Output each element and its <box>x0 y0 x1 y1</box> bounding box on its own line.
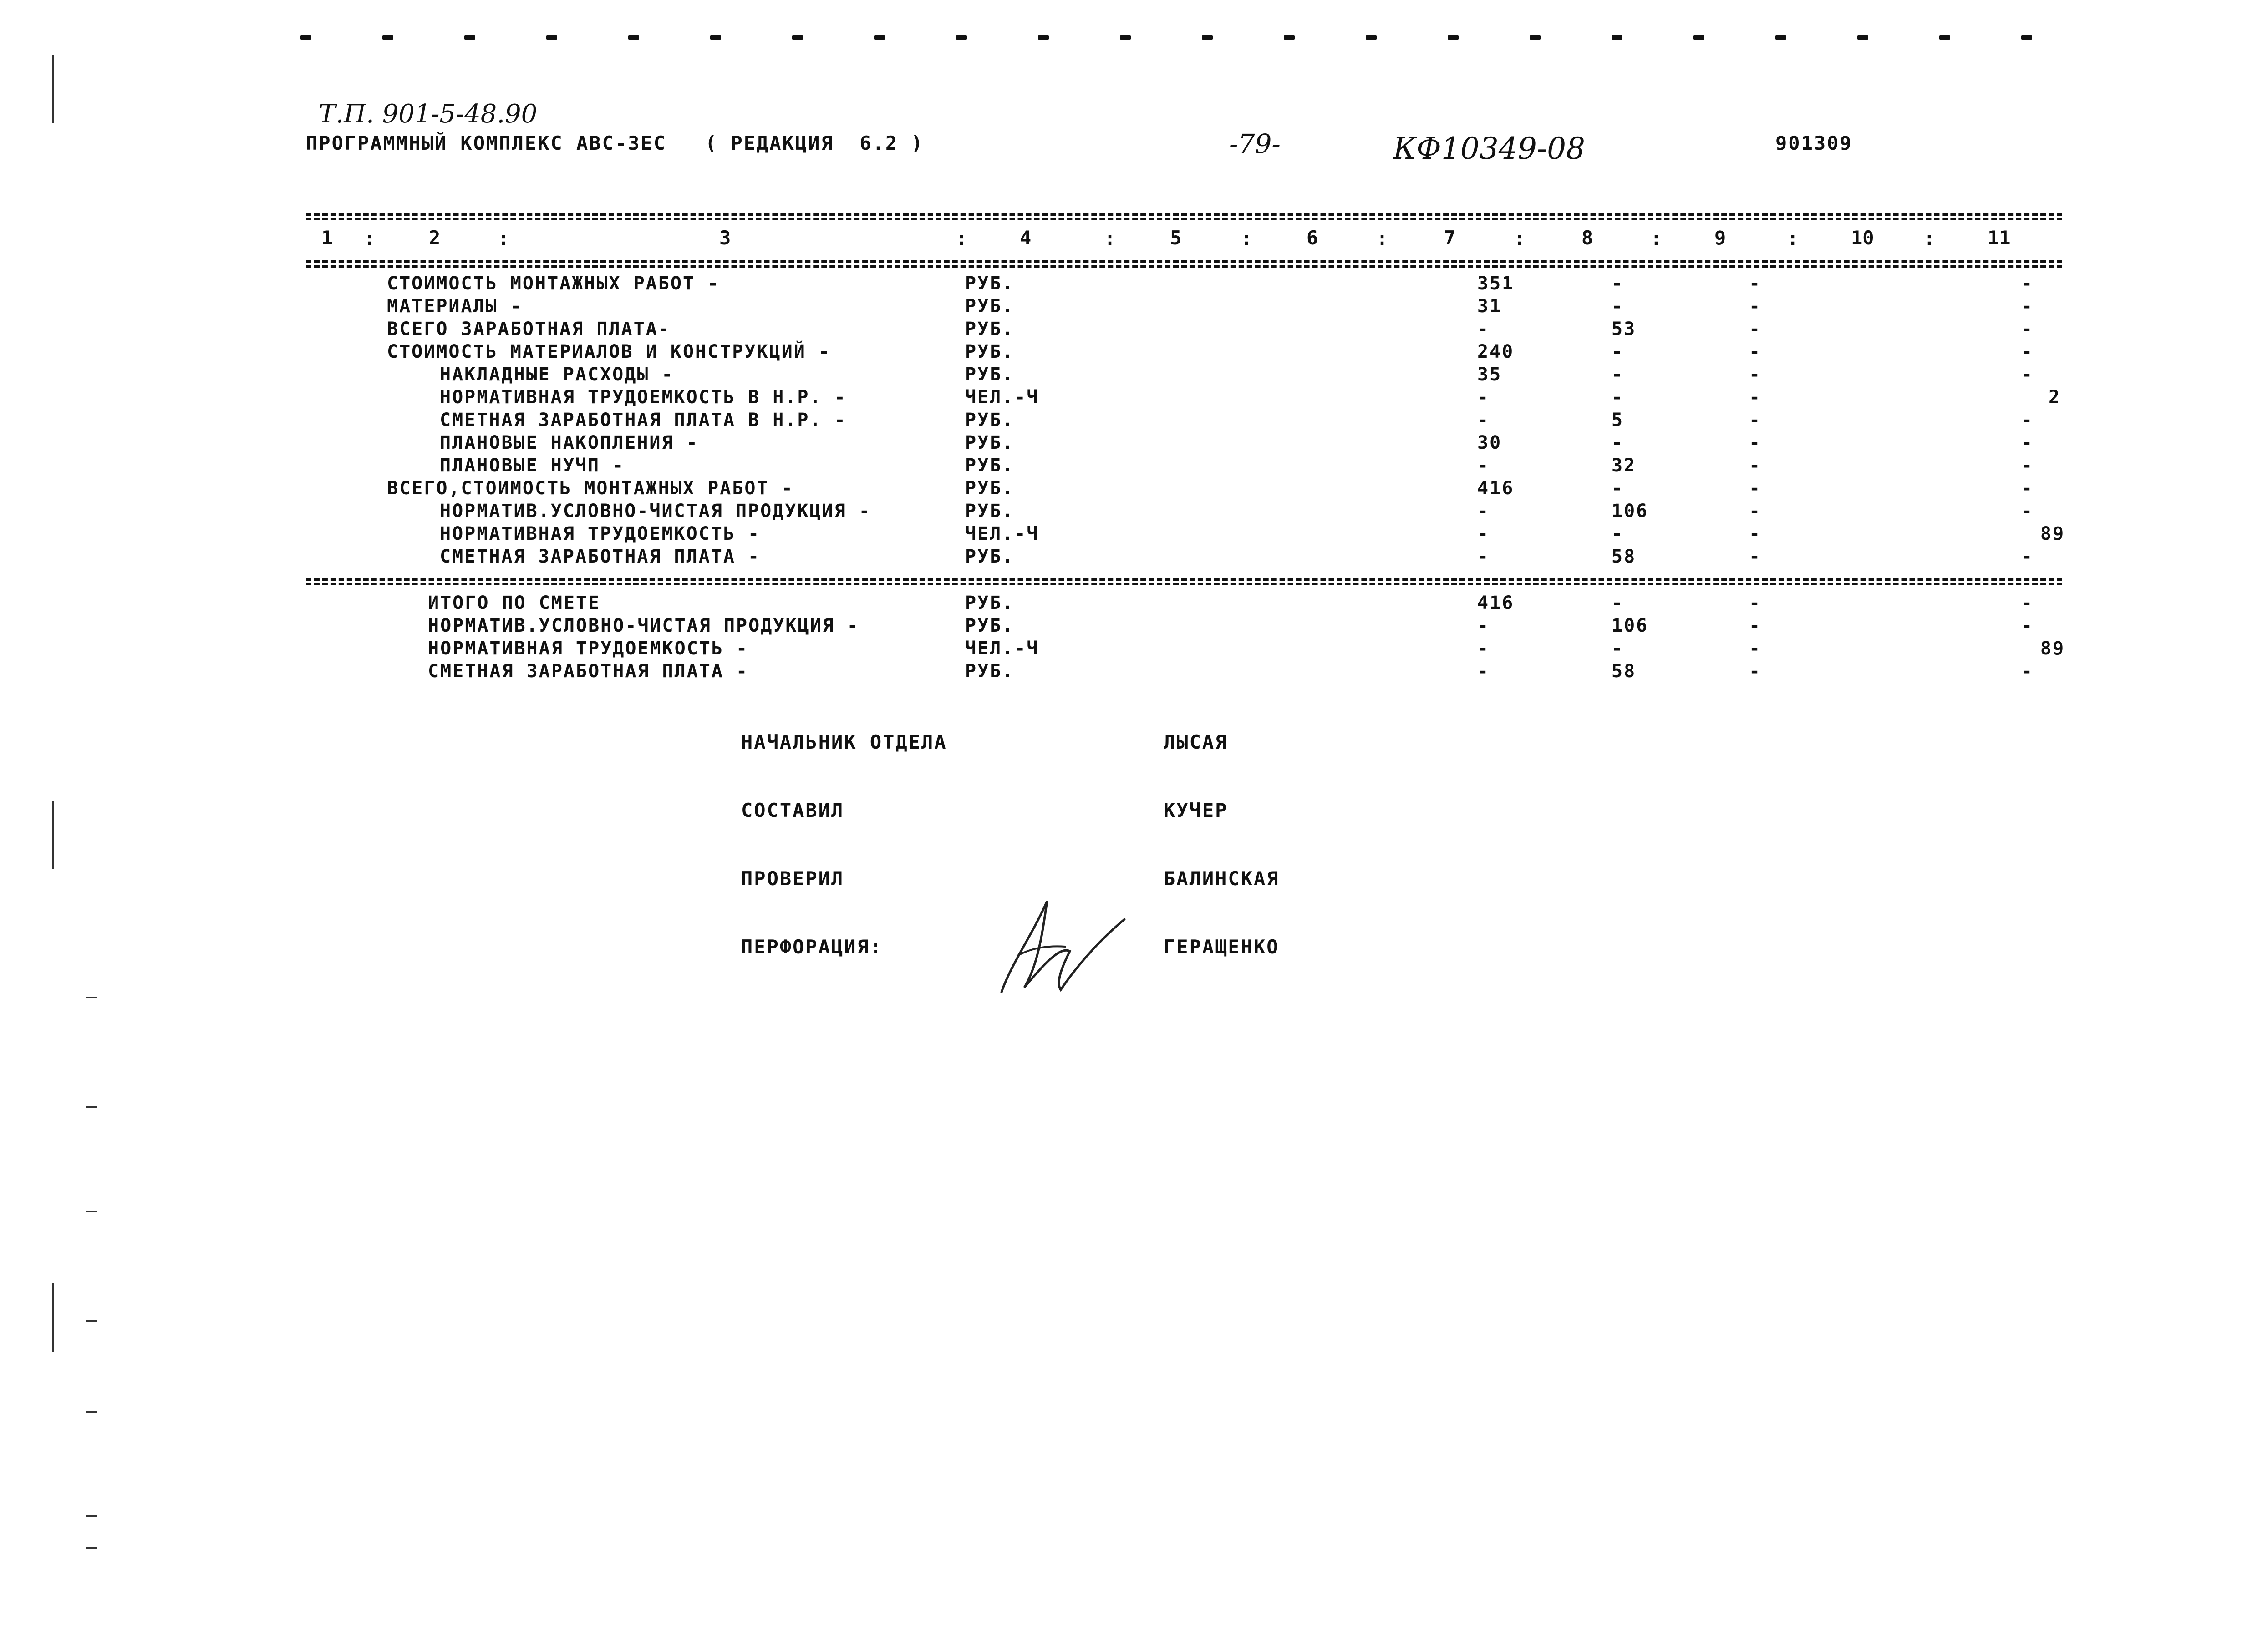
cell-col11: - <box>2021 410 2034 431</box>
perforation-dash <box>464 35 475 40</box>
table-row <box>0 273 2268 296</box>
cell-col9: - <box>1749 455 1762 476</box>
cell-col8: 106 <box>1612 615 1649 636</box>
row-label: ПЛАНОВЫЕ НУЧП - <box>440 455 625 476</box>
cell-col9: - <box>1749 341 1762 362</box>
cell-col8: - <box>1612 593 1624 613</box>
margin-tick <box>86 1547 97 1549</box>
handwritten-signature <box>992 892 1129 1001</box>
margin-tick <box>86 1106 97 1108</box>
table-top-rule <box>306 213 2062 216</box>
row-unit: РУБ. <box>965 501 1015 522</box>
perforation-dash <box>874 35 885 40</box>
row-unit: РУБ. <box>965 410 1015 431</box>
cell-col11: - <box>2021 501 2034 522</box>
row-unit: РУБ. <box>965 432 1015 453</box>
table-row <box>0 593 2268 615</box>
cell-col7: - <box>1477 319 1490 340</box>
cell-col8: - <box>1612 478 1624 499</box>
totals-separator-rule <box>306 578 2062 581</box>
cell-col11: 89 <box>2040 523 2065 544</box>
perforation-dash <box>1038 35 1049 40</box>
table-row <box>0 455 2268 478</box>
table-row <box>0 410 2268 432</box>
perforation-dash <box>1612 35 1622 40</box>
cell-col9: - <box>1749 478 1762 499</box>
signature-role: ПЕРФОРАЦИЯ: <box>741 936 883 958</box>
row-unit: РУБ. <box>965 661 1015 682</box>
cell-col11: - <box>2021 364 2034 385</box>
document-number: 901309 <box>1775 132 1853 154</box>
col-3: 3 <box>719 227 731 249</box>
perforation-dash <box>956 35 967 40</box>
margin-tick <box>86 1320 97 1322</box>
row-label: МАТЕРИАЛЫ - <box>387 296 523 317</box>
col-9: 9 <box>1714 227 1726 249</box>
cell-col8: 5 <box>1612 410 1624 431</box>
cell-col9: - <box>1749 593 1762 613</box>
program-title: ПРОГРАММНЫЙ КОМПЛЕКС АВС-ЗЕС ( РЕДАКЦИЯ 6.2 ) <box>306 132 924 154</box>
col-separator: : <box>1377 228 1388 249</box>
cell-col7: 416 <box>1477 478 1515 499</box>
col-5: 5 <box>1170 227 1182 249</box>
cell-col8: - <box>1612 341 1624 362</box>
col-1: 1 <box>321 227 333 249</box>
cell-col11: - <box>2021 455 2034 476</box>
col-6: 6 <box>1307 227 1318 249</box>
cell-col7: - <box>1477 523 1490 544</box>
cell-col9: - <box>1749 296 1762 317</box>
row-unit: РУБ. <box>965 455 1015 476</box>
document-code: КФ10349-08 <box>1393 131 1586 166</box>
cell-col9: - <box>1749 319 1762 340</box>
cell-col9: - <box>1749 410 1762 431</box>
perforation-dash <box>382 35 393 40</box>
signature-role: ПРОВЕРИЛ <box>741 867 844 890</box>
perforation-dash <box>2021 35 2032 40</box>
perforation-dash <box>1939 35 1950 40</box>
cell-col11: - <box>2021 593 2034 613</box>
cell-col9: - <box>1749 523 1762 544</box>
signature-name: ГЕРАЩЕНКО <box>1164 936 1280 958</box>
table-row <box>0 387 2268 410</box>
row-unit: РУБ. <box>965 364 1015 385</box>
header-bottom-rule <box>306 260 2062 263</box>
col-separator: : <box>1514 228 1526 249</box>
cell-col7: 351 <box>1477 273 1515 294</box>
col-separator: : <box>364 228 376 249</box>
table-row <box>0 432 2268 455</box>
margin-tick <box>86 997 97 998</box>
perforation-dash <box>1857 35 1868 40</box>
cell-col9: - <box>1749 364 1762 385</box>
row-label: НОРМАТИВНАЯ ТРУДОЕМКОСТЬ В Н.Р. - <box>440 387 847 408</box>
perforation-dash <box>1202 35 1213 40</box>
cell-col7: 240 <box>1477 341 1515 362</box>
row-unit: РУБ. <box>965 296 1015 317</box>
cell-col9: - <box>1749 273 1762 294</box>
cell-col9: - <box>1749 638 1762 659</box>
cell-col8: - <box>1612 523 1624 544</box>
row-label: СТОИМОСТЬ МОНТАЖНЫХ РАБОТ - <box>387 273 720 294</box>
cell-col8: 53 <box>1612 319 1637 340</box>
col-separator: : <box>1241 228 1252 249</box>
row-label: НОРМАТИВ.УСЛОВНО-ЧИСТАЯ ПРОДУКЦИЯ - <box>428 615 859 636</box>
signature-role: НАЧАЛЬНИК ОТДЕЛА <box>741 731 947 753</box>
cell-col11: - <box>2021 273 2034 294</box>
perforation-dash <box>1775 35 1786 40</box>
margin-vertical-line <box>52 1283 54 1352</box>
table-row <box>0 501 2268 523</box>
cell-col7: - <box>1477 410 1490 431</box>
cell-col8: - <box>1612 432 1624 453</box>
table-row <box>0 296 2268 319</box>
row-label: ИТОГО ПО СМЕТЕ <box>428 593 601 613</box>
table-row <box>0 319 2268 341</box>
col-10: 10 <box>1851 227 1874 249</box>
cell-col8: 58 <box>1612 661 1637 682</box>
margin-vertical-line <box>52 55 54 123</box>
row-label: ВСЕГО,СТОИМОСТЬ МОНТАЖНЫХ РАБОТ - <box>387 478 794 499</box>
cell-col8: 106 <box>1612 501 1649 522</box>
row-label: ВСЕГО ЗАРАБОТНАЯ ПЛАТА- <box>387 319 671 340</box>
cell-col11: - <box>2021 432 2034 453</box>
handwritten-reference: Т.П. 901-5-48.90 <box>319 99 538 129</box>
margin-tick <box>86 1211 97 1212</box>
cell-col9: - <box>1749 615 1762 636</box>
cell-col11: - <box>2021 615 2034 636</box>
table-row <box>0 615 2268 638</box>
row-label: СМЕТНАЯ ЗАРАБОТНАЯ ПЛАТА - <box>440 546 761 567</box>
cell-col9: - <box>1749 661 1762 682</box>
perforation-dash <box>300 35 311 40</box>
col-separator: : <box>1787 228 1799 249</box>
cell-col8: - <box>1612 387 1624 408</box>
signature-role: СОСТАВИЛ <box>741 799 844 821</box>
table-row <box>0 341 2268 364</box>
row-unit: РУБ. <box>965 273 1015 294</box>
totals-separator-rule-2 <box>306 583 2062 585</box>
row-unit: ЧЕЛ.-Ч <box>965 387 1039 408</box>
col-8: 8 <box>1581 227 1593 249</box>
col-separator: : <box>498 228 509 249</box>
cell-col8: 58 <box>1612 546 1637 567</box>
cell-col9: - <box>1749 546 1762 567</box>
col-separator: : <box>1924 228 1935 249</box>
cell-col11: 2 <box>2049 387 2061 408</box>
cell-col8: - <box>1612 638 1624 659</box>
table-row <box>0 638 2268 661</box>
cell-col7: - <box>1477 615 1490 636</box>
cell-col7: - <box>1477 546 1490 567</box>
col-separator: : <box>1651 228 1662 249</box>
cell-col11: - <box>2021 478 2034 499</box>
row-label: НОРМАТИВНАЯ ТРУДОЕМКОСТЬ - <box>428 638 749 659</box>
perforation-dash <box>546 35 557 40</box>
table-row <box>0 523 2268 546</box>
row-label: ПЛАНОВЫЕ НАКОПЛЕНИЯ - <box>440 432 699 453</box>
row-label: НАКЛАДНЫЕ РАСХОДЫ - <box>440 364 674 385</box>
row-unit: РУБ. <box>965 319 1015 340</box>
perforation-dash <box>628 35 639 40</box>
row-label: СМЕТНАЯ ЗАРАБОТНАЯ ПЛАТА В Н.Р. - <box>440 410 847 431</box>
cell-col8: - <box>1612 296 1624 317</box>
cell-col11: - <box>2021 341 2034 362</box>
perforation-dash <box>1120 35 1131 40</box>
row-label: НОРМАТИВНАЯ ТРУДОЕМКОСТЬ - <box>440 523 761 544</box>
cell-col8: - <box>1612 364 1624 385</box>
table-top-rule-2 <box>306 218 2062 220</box>
perforation-dash <box>1366 35 1377 40</box>
table-row <box>0 364 2268 387</box>
cell-col7: 30 <box>1477 432 1502 453</box>
table-row <box>0 546 2268 569</box>
row-unit: РУБ. <box>965 546 1015 567</box>
page-number: -79- <box>1229 128 1281 159</box>
margin-tick <box>86 1411 97 1413</box>
row-label: НОРМАТИВ.УСЛОВНО-ЧИСТАЯ ПРОДУКЦИЯ - <box>440 501 871 522</box>
cell-col11: - <box>2021 296 2034 317</box>
signature-name: ЛЫСАЯ <box>1164 731 1228 753</box>
row-unit: РУБ. <box>965 478 1015 499</box>
col-separator: : <box>1104 228 1116 249</box>
row-unit: РУБ. <box>965 341 1015 362</box>
signature-name: БАЛИНСКАЯ <box>1164 867 1280 890</box>
cell-col11: - <box>2021 546 2034 567</box>
col-4: 4 <box>1020 227 1032 249</box>
perforation-dash <box>792 35 803 40</box>
row-unit: РУБ. <box>965 615 1015 636</box>
cell-col7: - <box>1477 387 1490 408</box>
perforation-dash <box>1693 35 1704 40</box>
cell-col8: - <box>1612 273 1624 294</box>
cell-col9: - <box>1749 387 1762 408</box>
margin-vertical-line <box>52 801 54 869</box>
cell-col9: - <box>1749 432 1762 453</box>
cell-col7: - <box>1477 501 1490 522</box>
row-label: СМЕТНАЯ ЗАРАБОТНАЯ ПЛАТА - <box>428 661 749 682</box>
cell-col11: - <box>2021 319 2034 340</box>
signature-name: КУЧЕР <box>1164 799 1228 821</box>
col-2: 2 <box>429 227 441 249</box>
row-unit: РУБ. <box>965 593 1015 613</box>
perforation-dash <box>710 35 721 40</box>
table-row <box>0 478 2268 501</box>
table-row <box>0 661 2268 684</box>
cell-col7: 416 <box>1477 593 1515 613</box>
row-unit: ЧЕЛ.-Ч <box>965 523 1039 544</box>
cell-col8: 32 <box>1612 455 1637 476</box>
col-11: 11 <box>1988 227 2011 249</box>
cell-col11: 89 <box>2040 638 2065 659</box>
perforation-dash <box>1530 35 1541 40</box>
cell-col7: - <box>1477 455 1490 476</box>
cell-col9: - <box>1749 501 1762 522</box>
col-7: 7 <box>1444 227 1456 249</box>
cell-col7: 35 <box>1477 364 1502 385</box>
cell-col7: - <box>1477 661 1490 682</box>
perforation-dashes <box>300 35 2076 42</box>
row-label: СТОИМОСТЬ МАТЕРИАЛОВ И КОНСТРУКЦИЙ - <box>387 341 831 362</box>
cell-col7: 31 <box>1477 296 1502 317</box>
row-unit: ЧЕЛ.-Ч <box>965 638 1039 659</box>
perforation-dash <box>1284 35 1295 40</box>
col-separator: : <box>956 228 967 249</box>
header-bottom-rule-2 <box>306 265 2062 268</box>
cell-col7: - <box>1477 638 1490 659</box>
perforation-dash <box>1448 35 1459 40</box>
margin-tick <box>86 1515 97 1517</box>
cell-col11: - <box>2021 661 2034 682</box>
